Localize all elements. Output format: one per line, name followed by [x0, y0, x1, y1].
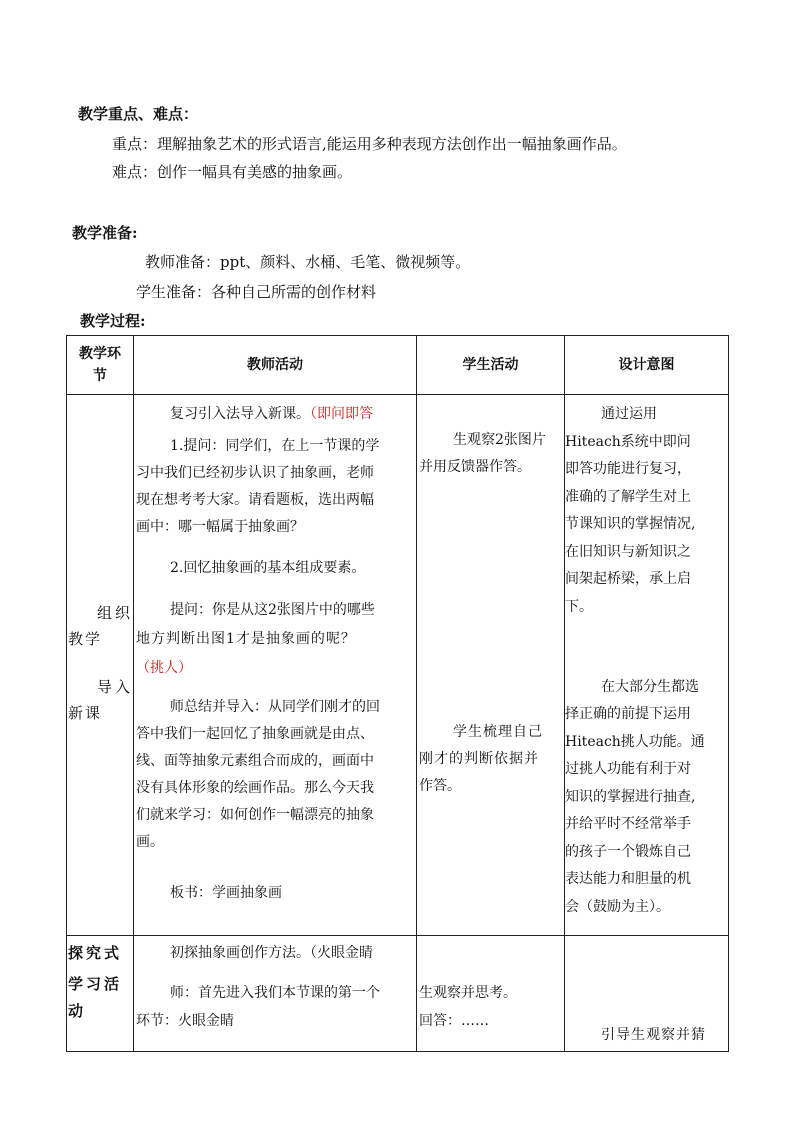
student-line: 生观察2张图片 [453, 432, 546, 448]
design-line: 节课知识的掌握情况, [565, 516, 696, 532]
stage-line: 导入 [97, 678, 134, 696]
student-line: 生观察并思考。 [419, 985, 517, 1001]
student-prep-text: 学生准备：各种自己所需的创作材料 [136, 283, 377, 301]
col-header-student: 学生活动 [417, 336, 565, 395]
col-header-stage [67, 336, 134, 395]
stage-line: 动 [68, 1002, 84, 1020]
col-header-stage-line2: 节 [93, 368, 107, 384]
stage-line: 学习活 [68, 975, 123, 993]
design-intent-cell [565, 936, 729, 1052]
stage-cell [67, 395, 134, 936]
intro-text: 复习引入法导入新课。 [170, 406, 310, 422]
design-line: 准确的了解学生对上 [565, 489, 691, 505]
q1-line: 画中：哪一幅属于抽象画？ [136, 519, 304, 535]
col-header-teacher: 教师活动 [134, 336, 417, 395]
design-line: 会（鼓励为主）。 [565, 899, 670, 915]
process-table [66, 335, 729, 1052]
stage-line: 教学 [68, 630, 103, 648]
ask-line: 提问：你是从这2张图片中的哪些 [170, 602, 375, 618]
design-line: Hiteach挑人功能。通 [565, 734, 705, 750]
teacher-line: 师：首先进入我们本节课的第一个 [170, 985, 380, 1001]
design-line: 过挑人功能有利于对 [565, 761, 691, 777]
key-point-text: 重点：理解抽象艺术的形式语言,能运用多种表现方法创作出一幅抽象画作品。 [112, 135, 627, 153]
table-header-row [67, 336, 729, 395]
col-header-stage-line1: 教学环 [79, 346, 121, 362]
difficulty-text: 难点：创作一幅具有美感的抽象画。 [112, 163, 353, 181]
focus-heading: 教学重点、难点： [78, 105, 199, 123]
summary-line: 线、面等抽象元素组合而成的，画面中 [136, 753, 374, 769]
design-line: 间架起桥梁，承上启 [565, 571, 691, 587]
teacher-prep-text: 教师准备：ppt、颜料、水桶、毛笔、微视频等。 [145, 253, 471, 271]
summary-line: 没有具体形象的绘画作品。那么今天我 [136, 780, 374, 796]
stage-cell [67, 936, 134, 1052]
summary-line: 们就来学习：如何创作一幅漂亮的抽象 [136, 807, 374, 823]
summary-line: 答中我们一起回忆了抽象画就是由点、 [136, 726, 374, 742]
design-line: 下。 [565, 599, 593, 615]
student-line: 并用反馈器作答。 [419, 459, 531, 475]
design-line: 表达能力和胆量的机 [565, 871, 691, 887]
stage-line: 组织 [97, 604, 134, 622]
q1-line: 习中我们已经初步认识了抽象画，老师 [136, 465, 374, 481]
q1-line: 1.提问：同学们，在上一节课的学 [170, 438, 380, 454]
table-row [67, 395, 729, 936]
design-line: 在大部分生都选 [601, 679, 699, 695]
stage-line: 探究式 [68, 944, 123, 962]
stage-line: 新课 [68, 704, 103, 722]
student-activity-cell [417, 936, 565, 1052]
design-line: 即答功能进行复习， [565, 461, 691, 477]
student-line: 刚才的判断依据并 [419, 751, 539, 767]
intro-line [170, 403, 373, 425]
design-line: 知识的掌握进行抽查, [565, 789, 696, 805]
design-line: Hiteach系统中即问 [565, 434, 691, 450]
table-row [67, 936, 729, 1052]
design-line: 的孩子一个锻炼自己 [565, 844, 691, 860]
design-intent-cell [565, 395, 729, 936]
student-line: 作答。 [419, 778, 461, 794]
design-line: 引导生观察并猜 [601, 1027, 706, 1043]
ask-line: 地方判断出图1才是抽象画的呢？ [136, 631, 356, 647]
student-line: 学生梳理自己 [453, 724, 543, 740]
q2-line: 2.回忆抽象画的基本组成要素。 [170, 560, 366, 576]
board-text: 板书：学画抽象画 [170, 885, 282, 901]
intro-tag: （即问即答 [310, 406, 373, 422]
student-activity-cell [417, 395, 565, 936]
design-line: 并给平时不经常举手 [565, 816, 691, 832]
teacher-line: 环节：火眼金睛 [136, 1013, 234, 1029]
student-line: 回答：…… [419, 1013, 489, 1029]
design-line: 通过运用 [601, 406, 657, 422]
prep-heading: 教学准备: [72, 224, 138, 242]
design-line: 在旧知识与新知识之 [565, 544, 691, 560]
ask-tag: （挑人） [136, 660, 192, 676]
col-header-design: 设计意图 [565, 336, 729, 395]
summary-line: 师总结并导入：从同学们刚才的回 [170, 699, 380, 715]
process-heading: 教学过程: [80, 312, 146, 330]
teacher-line: 初探抽象画创作方法。（火眼金睛 [170, 945, 373, 961]
summary-line: 画。 [136, 834, 164, 850]
teacher-activity-cell [134, 395, 417, 936]
design-line: 择正确的前提下运用 [565, 706, 691, 722]
teacher-activity-cell [134, 936, 417, 1052]
q1-line: 现在想考考大家。请看题板，选出两幅 [136, 492, 374, 508]
